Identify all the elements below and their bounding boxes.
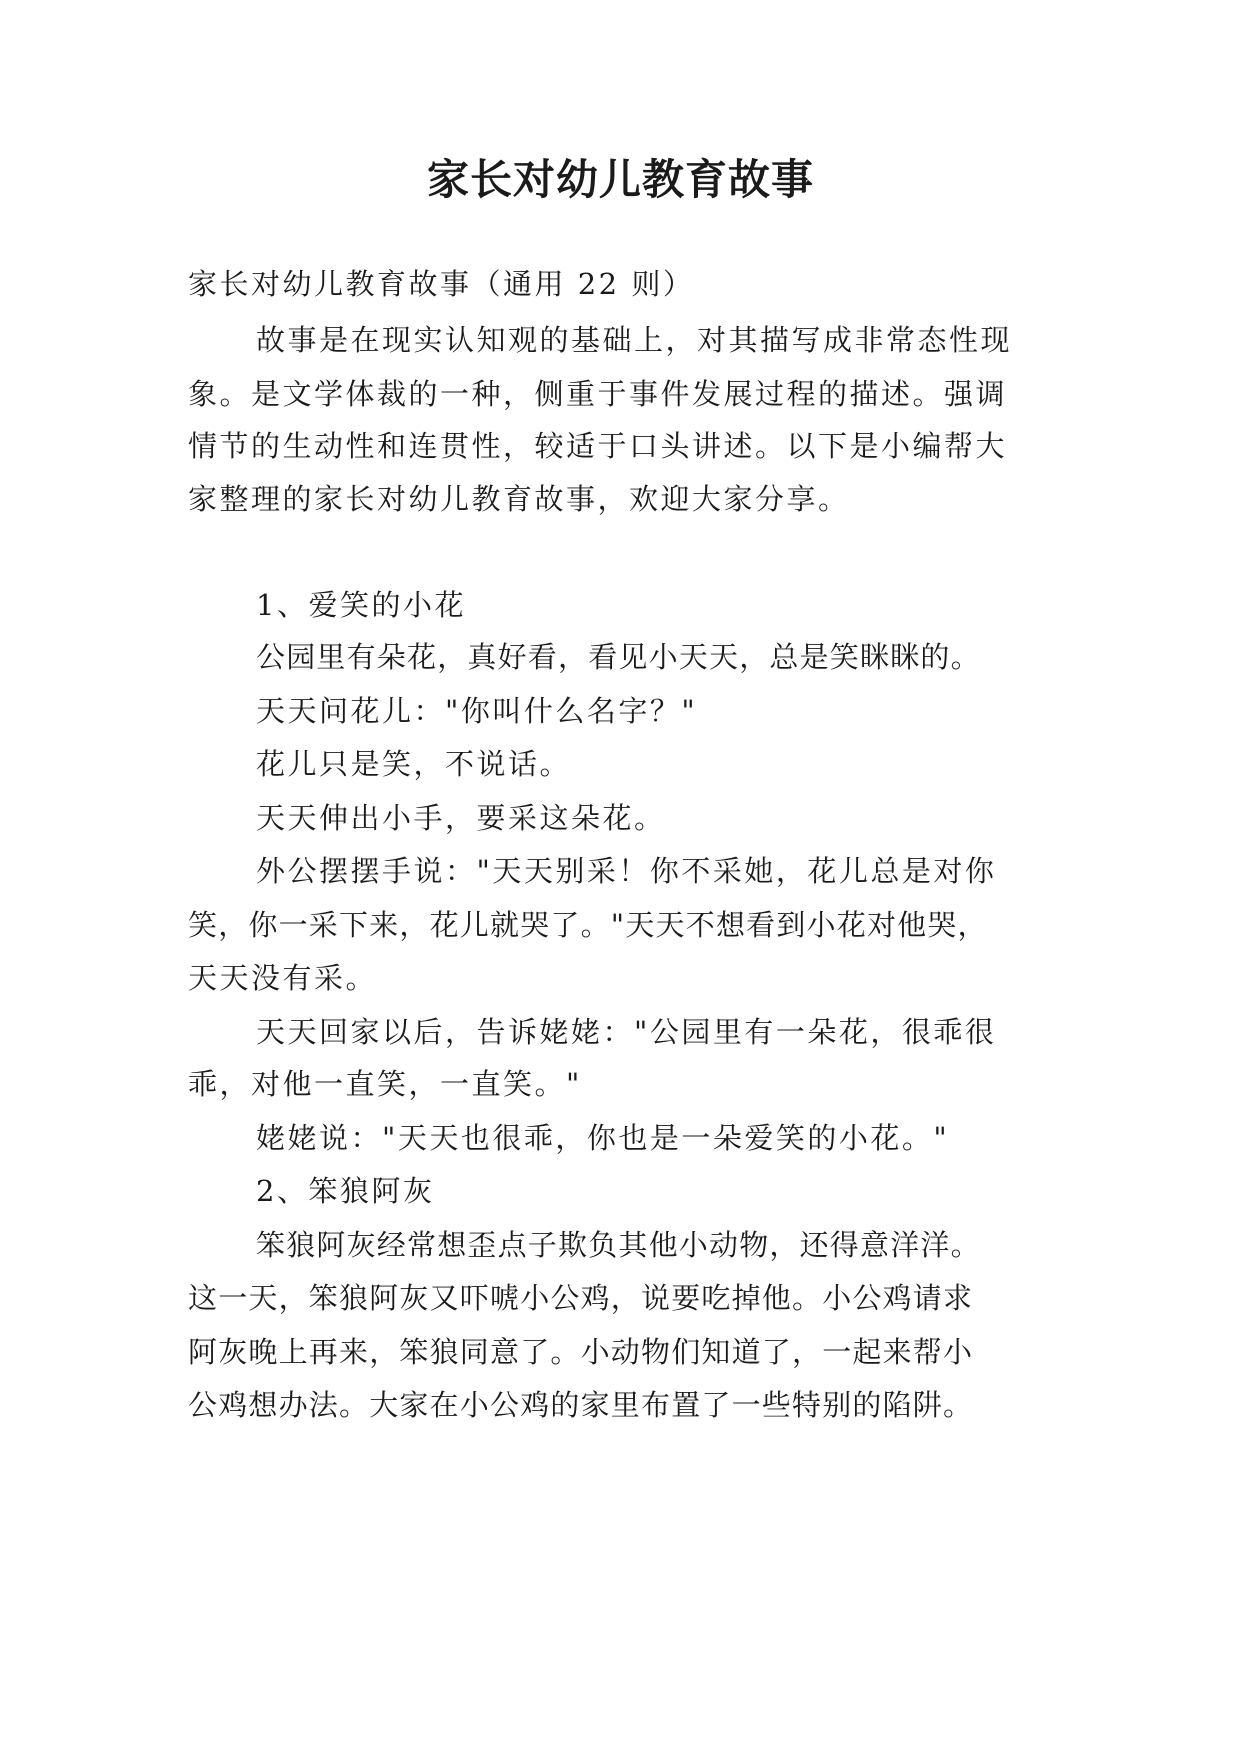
paragraph-line: 这一天，笨狼阿灰又吓唬小公鸡，说要吃掉他。小公鸡请求 (188, 1281, 974, 1315)
section-heading: 1、爱笑的小花 (256, 588, 466, 622)
paragraph-line: 公鸡想办法。大家在小公鸡的家里布置了一些特别的陷阱。 (188, 1388, 974, 1422)
section-heading: 2、笨狼阿灰 (256, 1174, 435, 1208)
paragraph-line: 家整理的家长对幼儿教育故事，欢迎大家分享。 (188, 482, 850, 516)
paragraph-line: 情节的生动性和连贯性，较适于口头讲述。以下是小编帮大 (188, 429, 1008, 463)
paragraph-line: 花儿只是笑，不说话。 (256, 747, 572, 781)
paragraph-line: 阿灰晚上再来，笨狼同意了。小动物们知道了，一起来帮小 (188, 1335, 974, 1369)
paragraph-line: 外公摆摆手说："天天别采！你不采她，花儿总是对你 (256, 854, 997, 888)
paragraph-line: 姥姥说："天天也很乖，你也是一朵爱笑的小花。" (256, 1121, 950, 1155)
document-title: 家长对幼儿教育故事 (426, 155, 814, 204)
paragraph-line: 天天没有采。 (188, 961, 378, 995)
paragraph-line: 公园里有朵花，真好看，看见小天天，总是笑眯眯的。 (256, 640, 981, 674)
paragraph-line: 象。是文学体裁的一种，侧重于事件发展过程的描述。强调 (188, 377, 1008, 411)
subtitle-line: 家长对幼儿教育故事（通用 22 则） (188, 267, 695, 301)
paragraph-line: 天天问花儿："你叫什么名字？" (256, 694, 698, 728)
paragraph-line: 天天伸出小手，要采这朵花。 (256, 801, 666, 835)
paragraph-line: 笑，你一采下来，花儿就哭了。"天天不想看到小花对他哭， (188, 908, 988, 942)
paragraph-line: 乖，对他一直笑，一直笑。" (188, 1067, 582, 1101)
paragraph-line: 笨狼阿灰经常想歪点子欺负其他小动物，还得意洋洋。 (256, 1228, 981, 1262)
paragraph-line: 天天回家以后，告诉姥姥："公园里有一朵花，很乖很 (256, 1015, 997, 1049)
paragraph-line: 故事是在现实认知观的基础上，对其描写成非常态性现 (256, 323, 1013, 357)
